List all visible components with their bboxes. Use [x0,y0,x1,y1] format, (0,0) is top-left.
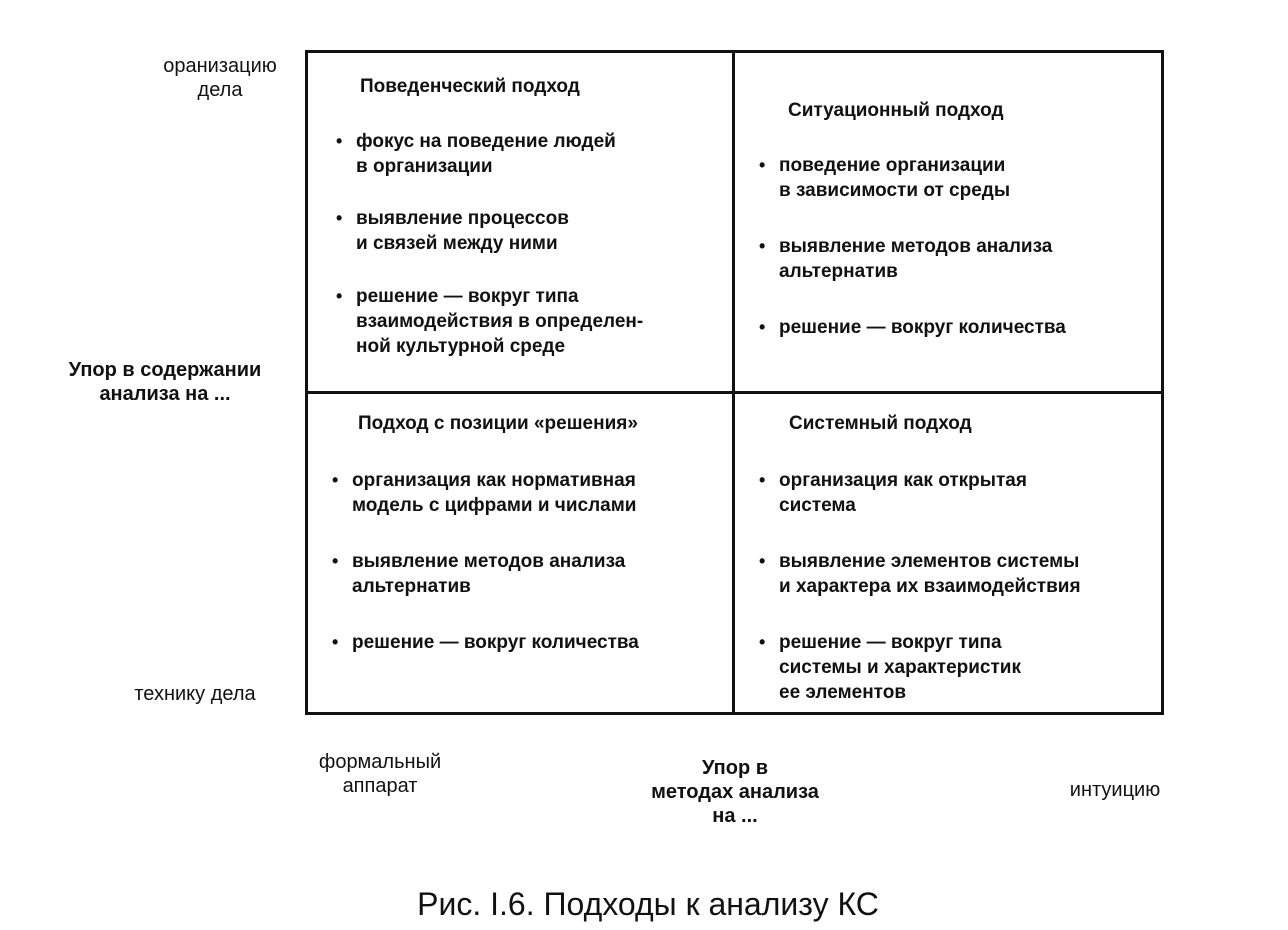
y-axis-title: Упор в содержании анализа на ... [68,359,262,405]
x-axis-title: Упор в методах анализа на ... [651,757,819,827]
quadrant-title: Системный подход [789,413,972,434]
quadrant-situational [735,53,1164,391]
quadrant-title: Поведенческий подход [360,76,580,97]
bullet-item: • организация как нормативная модель с цифрами и числами [330,468,639,518]
bullet-item: • организация как открытая система [757,468,1081,518]
bullet-list [757,153,1066,340]
bullet-list [334,129,643,359]
bullet-item: • решение — вокруг типа системы и характеристик ее элементов [757,630,1081,705]
bullet-item: • выявление элементов системы и характера их взаимодействия [757,549,1081,599]
bullet-list [757,468,1081,705]
approaches-matrix [305,50,1164,715]
bullet-item: • поведение организации в зависимости от среды [757,153,1066,203]
bullet-item: • решение — вокруг типа взаимодействия в определен- ной культурной среде [334,284,643,359]
quadrant-behavioral [308,53,732,391]
quadrant-decision [308,394,732,715]
x-axis-left-label: формальный аппарат [318,751,442,797]
bullet-item: • фокус на поведение людей в организации [334,129,643,179]
bullet-list [330,468,639,655]
quadrant-title: Ситуационный подход [788,100,1004,121]
y-axis-top-label: оранизацию дела [163,55,277,101]
y-axis-bottom-label: технику дела [134,683,256,705]
bullet-item: • выявление методов анализа альтернатив [330,549,639,599]
bullet-item: • выявление процессов и связей между ними [334,206,643,256]
x-axis-right-label: интуицию [1069,779,1161,801]
quadrant-systemic [735,394,1164,715]
bullet-item: • выявление методов анализа альтернатив [757,234,1066,284]
figure-caption: Рис. I.6. Подходы к анализу КС [417,886,879,922]
bullet-item: • решение — вокруг количества [757,315,1066,340]
bullet-item: • решение — вокруг количества [330,630,639,655]
quadrant-title: Подход с позиции «решения» [358,413,638,434]
